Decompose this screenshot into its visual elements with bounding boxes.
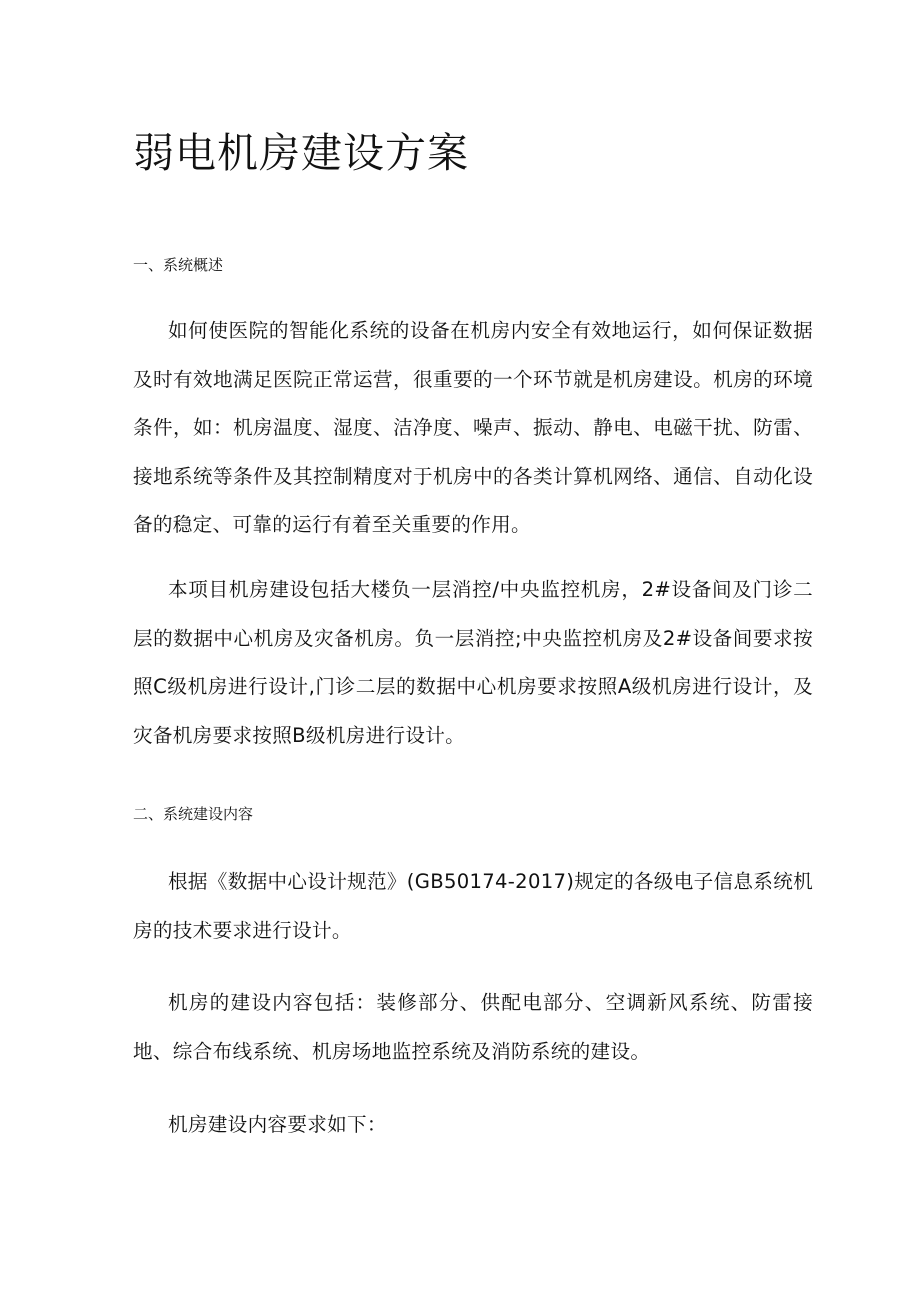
section-heading-overview: 一、系统概述	[133, 256, 224, 274]
document-title: 弱电机房建设方案	[133, 129, 469, 177]
paragraph-overview-1: 如何使医院的智能化系统的设备在机房内安全有效地运行，如何保证数据及时有效地满足医院正常运营，很重要的一个环节就是机房建设。机房的环境条件，如：机房温度、湿度、洁净度、噪声、振动、静电、电磁干扰、防雷、接地系统等条件及其控制精度对于机房中的各类计算机网络、通信、自动化设备的稳定、可靠的运行有着至关重要的作用。	[133, 319, 813, 536]
paragraph-overview-2: 本项目机房建设包括大楼负一层消控/中央监控机房，2#设备间及门诊二层的数据中心机房及灾备机房。负一层消控;中央监控机房及2#设备间要求按照C级机房进行设计,门诊二层的数据中心机房要求按照A级机房进行设计，及灾备机房要求按照B级机房进行设计。	[133, 578, 813, 747]
paragraph-construction-2: 机房的建设内容包括：装修部分、供配电部分、空调新风系统、防雷接地、综合布线系统、机房场地监控系统及消防系统的建设。	[133, 991, 813, 1063]
paragraph-construction-3: 机房建设内容要求如下：	[168, 1113, 387, 1136]
section-heading-construction: 二、系统建设内容	[133, 805, 254, 823]
paragraph-construction-1: 根据《数据中心设计规范》(GB50174-2017)规定的各级电子信息系统机房的技术要求进行设计。	[133, 870, 813, 942]
